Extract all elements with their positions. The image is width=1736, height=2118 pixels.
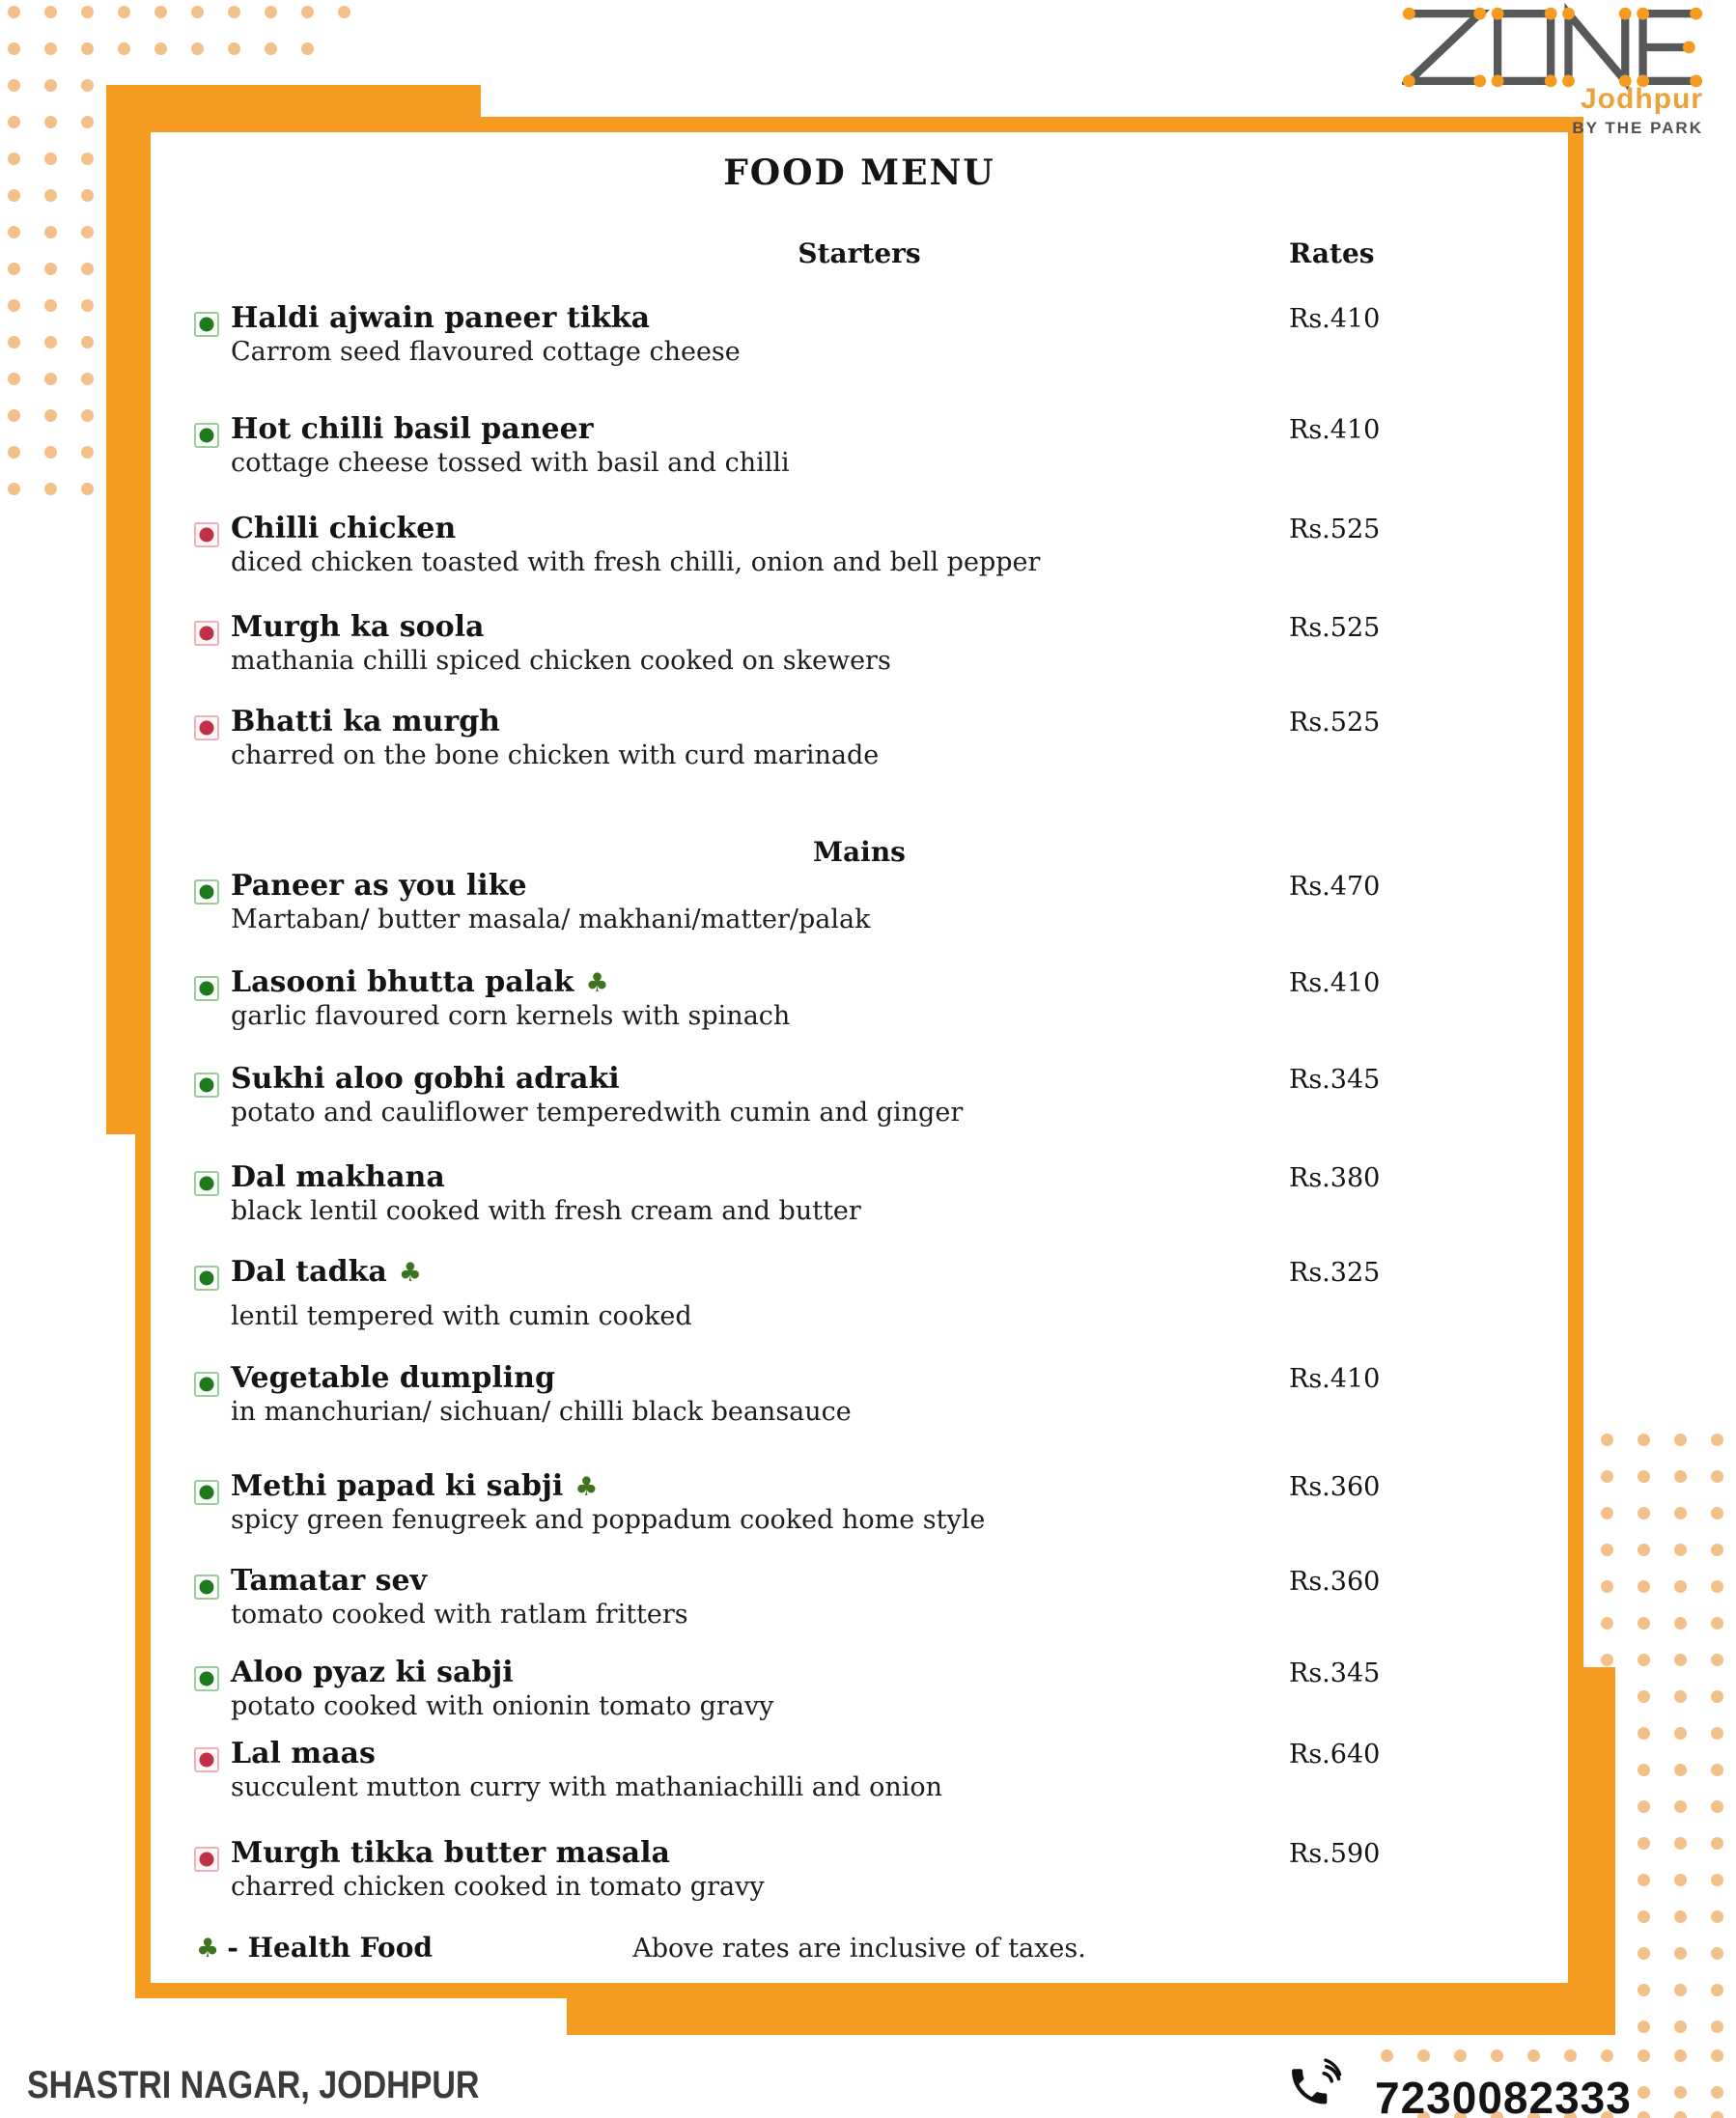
decorative-dot [1711,1874,1723,1886]
veg-indicator-icon [194,1266,219,1291]
decorative-dot [44,189,57,202]
decorative-dot [1674,1434,1687,1446]
decorative-dot [228,6,240,18]
menu-item-description: Carrom seed flavoured cottage cheese [231,337,741,367]
decorative-dot [1638,1470,1650,1483]
nonveg-indicator-icon [194,715,219,740]
rates-column-header: Rates [1289,237,1375,269]
decorative-dot [1674,1837,1687,1850]
decorative-dot [1674,2111,1687,2118]
decorative-dot [1674,1617,1687,1630]
decorative-dot [1674,1654,1687,1666]
menu-item-name: Methi papad ki sabji ♣ [231,1469,599,1503]
decorative-dot [1638,1507,1650,1519]
menu-item-description: diced chicken toasted with fresh chilli, onion and bell pepper [231,547,1041,577]
menu-item-name: Paneer as you like [231,869,527,903]
decorative-dot [1638,1764,1650,1776]
decorative-dot [81,409,94,422]
menu-item-price: Rs.590 [1289,1839,1381,1869]
health-leaf-icon: ♣ [196,1934,220,1964]
menu-item-price: Rs.410 [1289,415,1381,445]
decorative-dot [1601,1544,1613,1556]
decorative-dot [1638,1690,1650,1703]
menu-title: FOOD MENU [723,153,995,193]
decorative-dot [1601,1580,1613,1593]
menu-item-name: Vegetable dumpling [231,1361,555,1395]
menu-item-description: tomato cooked with ratlam fritters [231,1600,688,1630]
menu-item-description: lentil tempered with cumin cooked [231,1301,692,1331]
decorative-dot [81,189,94,202]
menu-item-price: Rs.640 [1289,1740,1381,1770]
nonveg-indicator-icon [194,1747,219,1772]
decorative-dot [44,42,57,55]
decorative-dot [81,336,94,348]
decorative-dot [8,483,20,495]
menu-item-description: Martaban/ butter masala/ makhani/matter/palak [231,905,871,934]
decorative-dot [81,42,94,55]
decorative-dot [1674,1727,1687,1740]
decorative-dot [1638,2111,1650,2118]
decorative-dot [1638,1434,1650,1446]
decorative-dot [1601,1470,1613,1483]
decorative-dot [44,6,57,18]
menu-item-description: mathania chilli spiced chicken cooked on skewers [231,646,891,676]
decorative-dot [8,373,20,385]
decorative-dot [8,226,20,238]
decorative-dot [44,483,57,495]
veg-indicator-icon [194,423,219,448]
health-food-legend [196,1932,433,1964]
menu-item-description: charred chicken cooked in tomato gravy [231,1872,765,1902]
decorative-dot [1381,2049,1393,2062]
tax-note: Above rates are inclusive of taxes. [632,1934,1086,1964]
decorative-dot [44,153,57,165]
decorative-dot [1674,1580,1687,1593]
decorative-dot [1711,1690,1723,1703]
decorative-dot [1674,2086,1687,2099]
decorative-dot [44,116,57,128]
decorative-dot [1711,2049,1723,2062]
decorative-dot [1674,1507,1687,1519]
menu-item-name: Lal maas [231,1737,376,1770]
decorative-dot [1638,1580,1650,1593]
decorative-dot [81,116,94,128]
address-text: SHASTRI NAGAR, JODHPUR [27,2064,480,2106]
section-header-starters: Starters [798,237,921,269]
decorative-dot [1674,1470,1687,1483]
health-leaf-icon: ♣ [574,1472,599,1502]
decorative-dot [81,79,94,92]
menu-item-price: Rs.525 [1289,708,1381,738]
decorative-dot [1638,1800,1650,1813]
menu-item-name: Murgh tikka butter masala [231,1836,670,1870]
menu-item-description: potato and cauliflower temperedwith cumin and ginger [231,1098,964,1128]
veg-indicator-icon [194,1666,219,1691]
health-leaf-icon: ♣ [398,1258,423,1288]
menu-item-price: Rs.410 [1289,1364,1381,1394]
decorative-dot [118,42,130,55]
decorative-dot [1674,1984,1687,1996]
decorative-dot [1711,1764,1723,1776]
logo-city-label: Jodhpur [1581,83,1703,115]
decorative-dot [8,6,20,18]
menu-item-description: spicy green fenugreek and poppadum cooked home style [231,1505,986,1535]
decorative-dot [1417,2049,1430,2062]
decorative-dot [8,153,20,165]
decorative-dot [1674,2049,1687,2062]
decorative-dot [44,263,57,275]
phone-icon [1286,2058,1346,2118]
menu-item-name: Hot chilli basil paneer [231,412,594,446]
decorative-dot [1601,1654,1613,1666]
health-food-label: - Health Food [227,1932,433,1964]
decorative-dot [1638,1874,1650,1886]
decorative-dot [1527,2049,1540,2062]
menu-item-description: cottage cheese tossed with basil and chilli [231,448,790,478]
decorative-dot [44,226,57,238]
decorative-dot [1711,1507,1723,1519]
decorative-dot [1638,1544,1650,1556]
decorative-dot [44,299,57,312]
decorative-dot [1674,1874,1687,1886]
veg-indicator-icon [194,312,219,337]
menu-item-name: Sukhi aloo gobhi adraki [231,1062,620,1096]
decorative-dot [81,153,94,165]
decorative-dot [1711,1947,1723,1960]
menu-item-price: Rs.345 [1289,1658,1381,1688]
decorative-dot [1711,1654,1723,1666]
decorative-dot [1601,1507,1613,1519]
decorative-dot [8,446,20,459]
decorative-dot [1638,1617,1650,1630]
decorative-dot [8,409,20,422]
nonveg-indicator-icon [194,522,219,547]
decorative-dot [1601,2049,1613,2062]
veg-indicator-icon [194,1575,219,1600]
menu-item-price: Rs.360 [1289,1472,1381,1502]
menu-item-description: black lentil cooked with fresh cream and butter [231,1196,861,1226]
decorative-dot [8,336,20,348]
veg-indicator-icon [194,1171,219,1196]
menu-item-price: Rs.525 [1289,515,1381,544]
decorative-dot [1638,2020,1650,2033]
phone-number: 7230082333 [1375,2073,1632,2118]
decorative-dot [338,6,350,18]
decorative-dot [1711,1580,1723,1593]
health-leaf-icon: ♣ [585,968,609,998]
veg-indicator-icon [194,879,219,905]
decorative-dot [265,6,277,18]
decorative-dot [1711,1434,1723,1446]
decorative-dot [8,189,20,202]
decorative-dot [1601,1434,1613,1446]
decorative-dot [81,299,94,312]
decorative-dot [44,79,57,92]
menu-item-name: Lasooni bhutta palak ♣ [231,965,609,999]
menu-item-description: in manchurian/ sichuan/ chilli black beansauce [231,1397,852,1427]
decorative-dot [81,6,94,18]
decorative-dot [44,409,57,422]
menu-item-price: Rs.325 [1289,1258,1381,1288]
decorative-dot [1454,2049,1467,2062]
decorative-dot [81,226,94,238]
decorative-dot [81,263,94,275]
menu-item-description: charred on the bone chicken with curd marinade [231,740,880,770]
decorative-dot [154,42,167,55]
decorative-dot [1638,2086,1650,2099]
decorative-dot [44,336,57,348]
decorative-dot [8,263,20,275]
logo-tagline: BY THE PARK [1572,119,1703,137]
decorative-dot [8,299,20,312]
decorative-dot [1711,1544,1723,1556]
zone-logo [1402,2,1703,93]
decorative-dot [1711,1984,1723,1996]
menu-item-description: potato cooked with onionin tomato gravy [231,1691,774,1721]
section-header-mains: Mains [813,836,906,868]
decorative-dot [8,79,20,92]
menu-item-price: Rs.345 [1289,1065,1381,1095]
nonveg-indicator-icon [194,1847,219,1872]
menu-item-name: Dal tadka ♣ [231,1255,423,1289]
decorative-dot [81,446,94,459]
decorative-dot [301,42,314,55]
decorative-dot [1638,2049,1650,2062]
decorative-dot [1711,1837,1723,1850]
menu-item-price: Rs.360 [1289,1567,1381,1597]
decorative-dot [1711,1800,1723,1813]
decorative-dot [44,446,57,459]
decorative-dot [44,373,57,385]
menu-item-price: Rs.525 [1289,613,1381,643]
decorative-dot [154,6,167,18]
decorative-dot [8,116,20,128]
decorative-dot [1711,1617,1723,1630]
decorative-dot [1711,2086,1723,2099]
decorative-dot [1711,1727,1723,1740]
decorative-dot [191,6,204,18]
decorative-dot [1711,2020,1723,2033]
decorative-dot [1674,1690,1687,1703]
decorative-dot [191,42,204,55]
decorative-dot [81,373,94,385]
decorative-dot [1638,1837,1650,1850]
decorative-dot [301,6,314,18]
menu-item-name: Tamatar sev [231,1564,428,1598]
menu-item-name: Chilli chicken [231,512,457,545]
decorative-dot [1674,1800,1687,1813]
menu-item-price: Rs.380 [1289,1163,1381,1193]
decorative-dot [265,42,277,55]
decorative-dot [1711,2111,1723,2118]
decorative-dot [1674,1544,1687,1556]
decorative-dot [118,6,130,18]
menu-item-name: Aloo pyaz ki sabji [231,1656,514,1689]
decorative-dot [1638,1984,1650,1996]
decorative-dot [81,483,94,495]
decorative-dot [1711,1470,1723,1483]
decorative-dot [1638,1727,1650,1740]
decorative-dot [228,42,240,55]
decorative-dot [1674,1910,1687,1923]
menu-item-name: Haldi ajwain paneer tikka [231,301,651,335]
menu-item-description: garlic flavoured corn kernels with spinach [231,1001,791,1031]
menu-item-name: Dal makhana [231,1160,445,1194]
menu-item-description: succulent mutton curry with mathaniachilli and onion [231,1772,943,1802]
decorative-dot [1638,1910,1650,1923]
decorative-dot [8,42,20,55]
veg-indicator-icon [194,1372,219,1397]
decorative-dot [1638,1654,1650,1666]
nonveg-indicator-icon [194,621,219,646]
decorative-dot [1564,2049,1577,2062]
veg-indicator-icon [194,1073,219,1098]
veg-indicator-icon [194,976,219,1001]
decorative-dot [1711,1910,1723,1923]
decorative-dot [1601,1617,1613,1630]
decorative-dot [1674,2020,1687,2033]
menu-item-price: Rs.410 [1289,304,1381,334]
decorative-dot [1674,1947,1687,1960]
decorative-dot [1674,1764,1687,1776]
menu-item-price: Rs.470 [1289,872,1381,902]
menu-item-price: Rs.410 [1289,968,1381,998]
veg-indicator-icon [194,1480,219,1505]
menu-item-name: Murgh ka soola [231,610,485,644]
decorative-dot [1491,2049,1503,2062]
menu-item-name: Bhatti ka murgh [231,705,500,739]
decorative-dot [1638,1947,1650,1960]
